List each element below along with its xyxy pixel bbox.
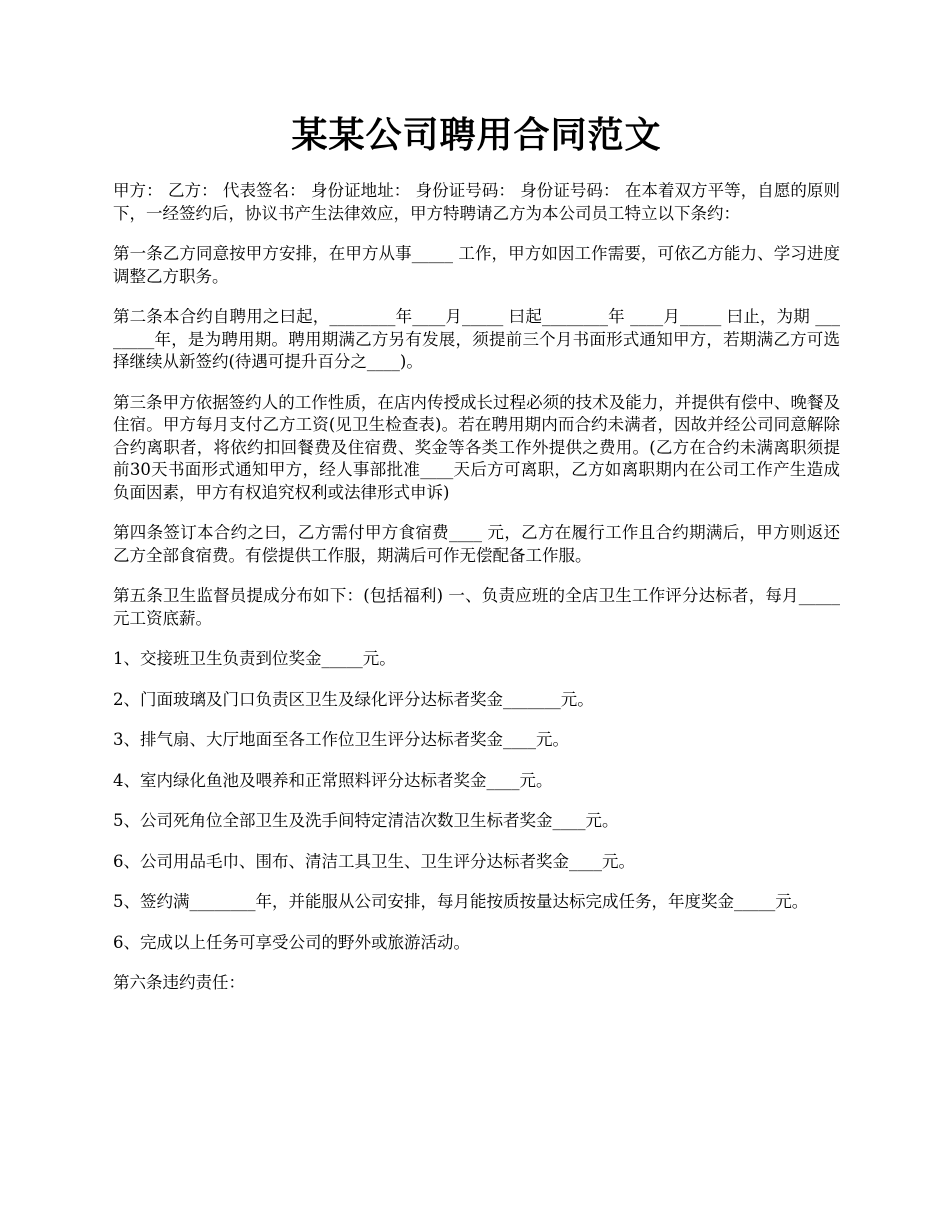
article-6-heading: 第六条违约责任： [113, 973, 245, 992]
bonus-item-4: 4、室内绿化鱼池及喂养和正常照料评分达标者奖金____元。 [113, 770, 553, 790]
bonus-item-2: 2、门面玻璃及门口负责区卫生及绿化评分达标者奖金_______元。 [113, 689, 594, 709]
bonus-item-3: 3、排气扇、大厅地面至各工作位卫生评分达标者奖金____元。 [113, 730, 569, 749]
contract-intro-paragraph: 甲方： 乙方： 代表签名： 身份证地址： 身份证号码： 身份证号码： 在本着双方平等，自愿的原则下，一经签约后，协议书产生法律效应，甲方特聘请乙方为本公司员工特立以下条约： [113, 181, 840, 223]
bonus-item-5: 5、公司死角位全部卫生及洗手间特定清洁次数卫生标者奖金____元。 [113, 811, 619, 830]
article-3-paragraph: 第三条甲方依据签约人的工作性质，在店内传授成长过程必须的技术及能力，并提供有偿中、晚餐及住宿。甲方每月支付乙方工资(见卫生检查表)。若在聘用期内而合约未满者，因故并经公司同意解除合约离职者，将依约扣回餐费及住宿费、奖金等各类工作外提供之费用。(乙方在合约未满离职须提前30天书面形式通知甲方，经人事部批准____天后方可离职，乙方如离职期内在公司工作产生造成负面因素，甲方有权追究权利或法律形式申诉) [113, 392, 840, 502]
document-title: 某某公司聘用合同范文 [291, 114, 662, 156]
article-5-paragraph: 第五条卫生监督员提成分布如下：(包括福利) 一、负责应班的全店卫生工作评分达标者，每月_____ 元工资底薪。 [113, 586, 840, 628]
bonus-item-activity: 6、完成以上任务可享受公司的野外或旅游活动。 [113, 932, 470, 952]
article-1-paragraph: 第一条乙方同意按甲方安排，在甲方从事_____ 工作，甲方如因工作需要，可依乙方能力、学习进度调整乙方职务。 [113, 244, 840, 286]
bonus-item-6: 6、公司用品毛巾、围布、清洁工具卫生、卫生评分达标者奖金____元。 [113, 851, 635, 871]
article-2-paragraph: 第二条本合约自聘用之曰起，________年____月_____ 曰起________年 ____月_____ 曰止，为期 ________年，是为聘用期。聘用期满乙方另有发展，须提前三个月书面形式通知甲方，若期满乙方可选择继续从新签约(待遇可提升百分之____)。 [113, 307, 840, 371]
bonus-item-annual: 5、签约满________年，并能服从公司安排，每月能按质按量达标完成任务，年度奖金_____元。 [113, 892, 809, 911]
bonus-item-1: 1、交接班卫生负责到位奖金_____元。 [113, 649, 396, 668]
article-4-paragraph: 第四条签订本合约之曰，乙方需付甲方食宿费____ 元，乙方在履行工作且合约期满后，甲方则返还乙方全部食宿费。有偿提供工作服，期满后可作无偿配备工作服。 [113, 523, 840, 565]
